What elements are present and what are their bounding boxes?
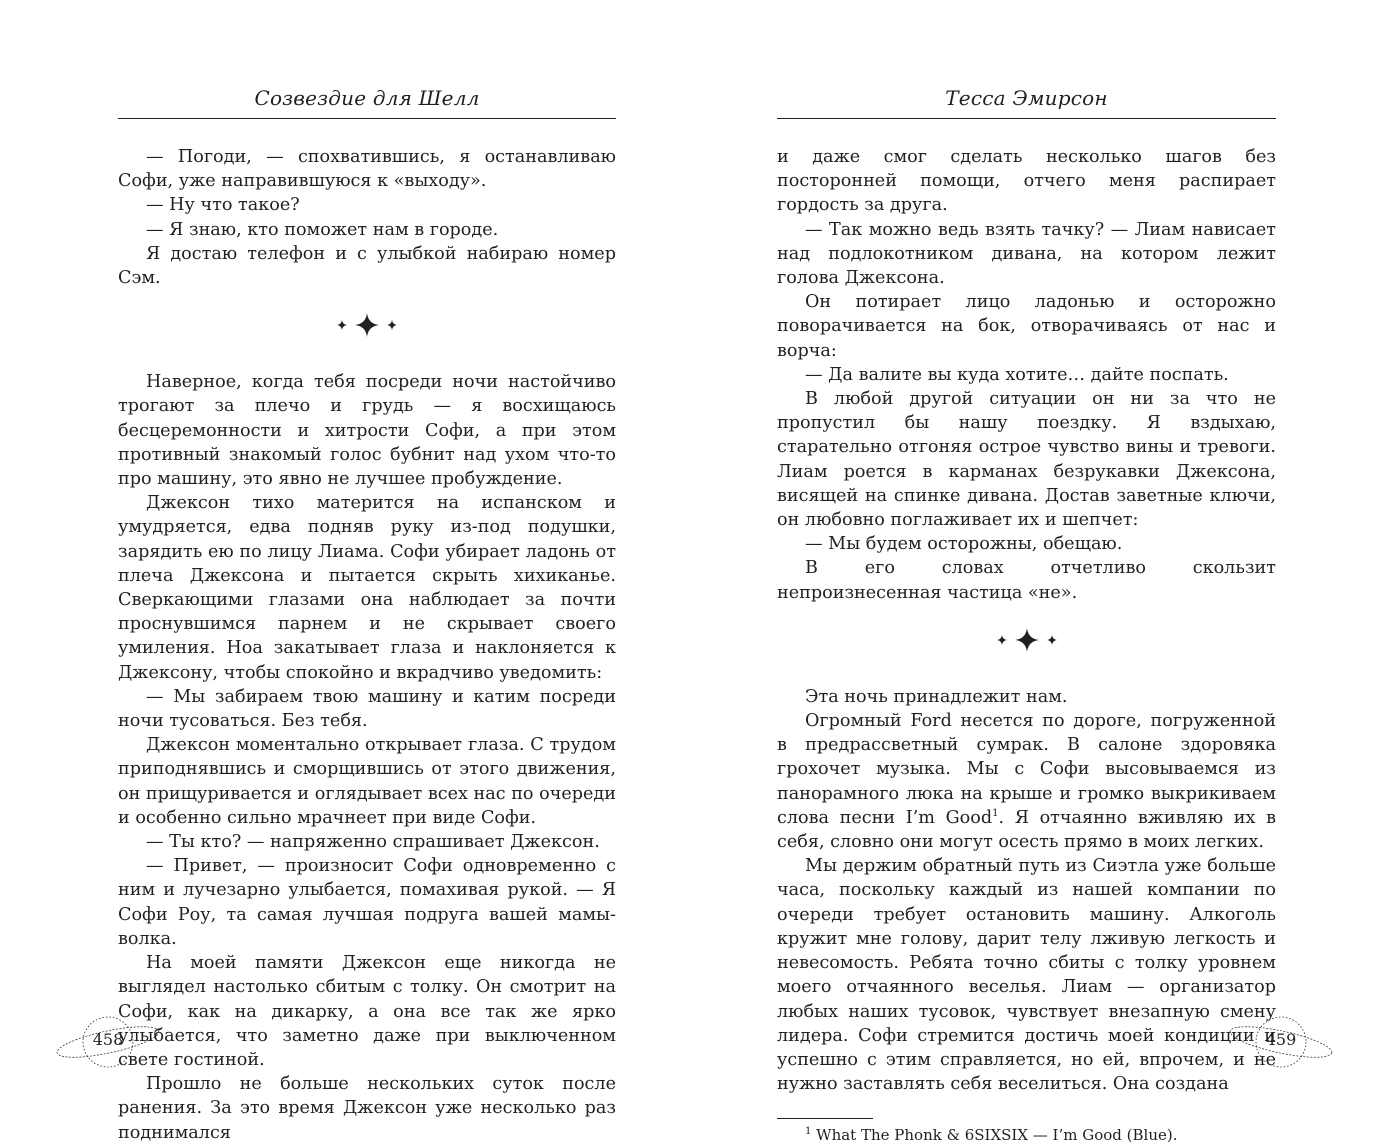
- paragraph: Джексон тихо матерится на испанском и умудряется, едва подняв руку из-под подушки, зарядить ею по лицу Лиама. Софи убирает ладонь от плеча Джексона и пытается скрыть хихиканье. Сверкающими глазами она наблюдает за почти проснувшимся парнем и не скрывает своего умиления. Ноа закатывает глаза и наклоняется к Джексону, чтобы спокойно и вкрадчиво уведомить:: [118, 493, 616, 683]
- paragraph: и даже смог сделать несколько шагов без посторонней помощи, отчего меня распирает гордость за друга.: [777, 147, 1276, 216]
- paragraph: В любой другой ситуации он ни за что не пропустил бы нашу поездку. Я вздыхаю, старательно отгоняя острое чувство вины и тревоги. Лиам роется в карманах безрукавки Джексона, висящей на спинке дивана. Достав заветные ключи, он любовно поглаживает их и шепчет:: [777, 389, 1276, 531]
- section-break: [777, 616, 1276, 664]
- paragraph: — Привет, — произносит Софи одновременно с ним и лучезарно улыбается, помахивая рукой. — Я Софи Роу, та самая лучшая подруга вашей мамы-волка.: [118, 856, 616, 949]
- paragraph: В его словах отчетливо скользит непроизнесенная частица «не».: [777, 558, 1276, 603]
- paragraph: — Ну что такое?: [146, 195, 300, 216]
- footnote-marker: 1: [805, 1126, 812, 1138]
- footnote-text: What The Phonk & 6SIXSIX — I’m Good (Blue).: [816, 1126, 1178, 1145]
- paragraph: На моей памяти Джексон еще никогда не выглядел настолько сбитым с толку. Он смотрит на Софи, как на дикарку, а она все так же ярко улыбается, что заметно даже при выключенном свете гостиной.: [118, 953, 616, 1070]
- paragraph: — Мы будем осторожны, обещаю.: [805, 534, 1123, 555]
- small-sparkle-icon: [1047, 635, 1057, 645]
- running-header-left: Созвездие для Шелл: [254, 86, 480, 110]
- right-page: [777, 0, 1276, 1145]
- small-sparkle-icon: [997, 635, 1007, 645]
- paragraph: Он потирает лицо ладонью и осторожно поворачивается на бок, отворачиваясь от нас и ворча:: [777, 292, 1276, 361]
- section-break: [118, 301, 616, 349]
- footnote: [777, 1125, 1276, 1145]
- paragraph: Эта ночь принадлежит нам.: [805, 686, 1068, 707]
- small-sparkle-icon: [337, 320, 347, 330]
- small-sparkle-icon: [387, 320, 397, 330]
- left-page: [118, 0, 616, 1143]
- paragraph: — Да валите вы куда хотите… дайте поспать.: [805, 364, 1229, 385]
- paragraph: — Так можно ведь взять тачку? — Лиам нависает над подлокотником дивана, на котором лежит голова Джексона.: [777, 219, 1276, 289]
- paragraph: — Я знаю, кто поможет нам в городе.: [146, 219, 499, 240]
- paragraph: — Погоди, — спохватившись, я останавливаю Софи, уже направившуюся к «выходу».: [118, 147, 616, 192]
- paragraph-text: . Я отчаянно вживляю их в себя, словно они могут осесть прямо в моих легких.: [777, 807, 1276, 853]
- page-number-left: [53, 1012, 163, 1072]
- sparkle-divider-icon: [1015, 628, 1039, 652]
- right-text-block: [777, 145, 1276, 1145]
- footnote-rule: [777, 1118, 873, 1119]
- paragraph: — Мы забираем твою машину и катим посреди ночи тусоваться. Без тебя.: [118, 686, 616, 732]
- footnote-reference[interactable]: 1: [992, 808, 999, 820]
- header-rule-left: [118, 118, 616, 119]
- left-text-block: [118, 145, 616, 1145]
- paragraph: — Ты кто? — напряженно спрашивает Джексон.: [146, 832, 600, 853]
- paragraph-text: Огромный Ford несется по дороге, погруженной в предрассветный сумрак. В салоне здоровяка грохочет музыка. Мы с Софи высовываемся из панорамного люка на крыше и громко выкрикиваем слова песни I’m Good: [777, 711, 1276, 828]
- paragraph: Прошло не больше нескольких суток после ранения. За это время Джексон уже несколько раз поднимался: [118, 1074, 616, 1143]
- paragraph: Джексон моментально открывает глаза. С трудом приподнявшись и сморщившись от этого движения, он прищуривается и оглядывает всех нас по очереди и особенно сильно мрачнеет при виде Софи.: [118, 735, 616, 828]
- header-rule-right: [777, 118, 1276, 119]
- paragraph: Я достаю телефон и с улыбкой набираю номер Сэм.: [118, 243, 616, 289]
- paragraph: Наверное, когда тебя посреди ночи настойчиво трогают за плечо и грудь — я восхищаюсь бесцеремонности и хитрости Софи, а при этом противный знакомый голос бубнит над ухом что-то про машину, это явно не лучшее пробуждение.: [118, 372, 616, 490]
- sparkle-divider-icon: [355, 313, 379, 337]
- running-header-right: Тесса Эмирсон: [945, 86, 1108, 110]
- page-number: 459: [1265, 1030, 1297, 1049]
- page-number: 458: [92, 1030, 124, 1049]
- paragraph: Мы держим обратный путь из Сиэтла уже больше часа, поскольку каждый из нашей компании по очереди требует остановить машину. Алкоголь кружит мне голову, дарит телу лживую легкость и невесомость. Ребята точно сбиты с толку уровнем моего отчаянного веселья. Лиам — организатор любых наших тусовок, чувствует внезапную смену лидера. Софи стремится достичь моей кондиции и успешно с этим справляется, но ей, впрочем, и не нужно заставлять себя веселиться. Она создана: [777, 856, 1276, 1095]
- page-number-right: [1226, 1012, 1336, 1072]
- paragraph: [777, 709, 1276, 854]
